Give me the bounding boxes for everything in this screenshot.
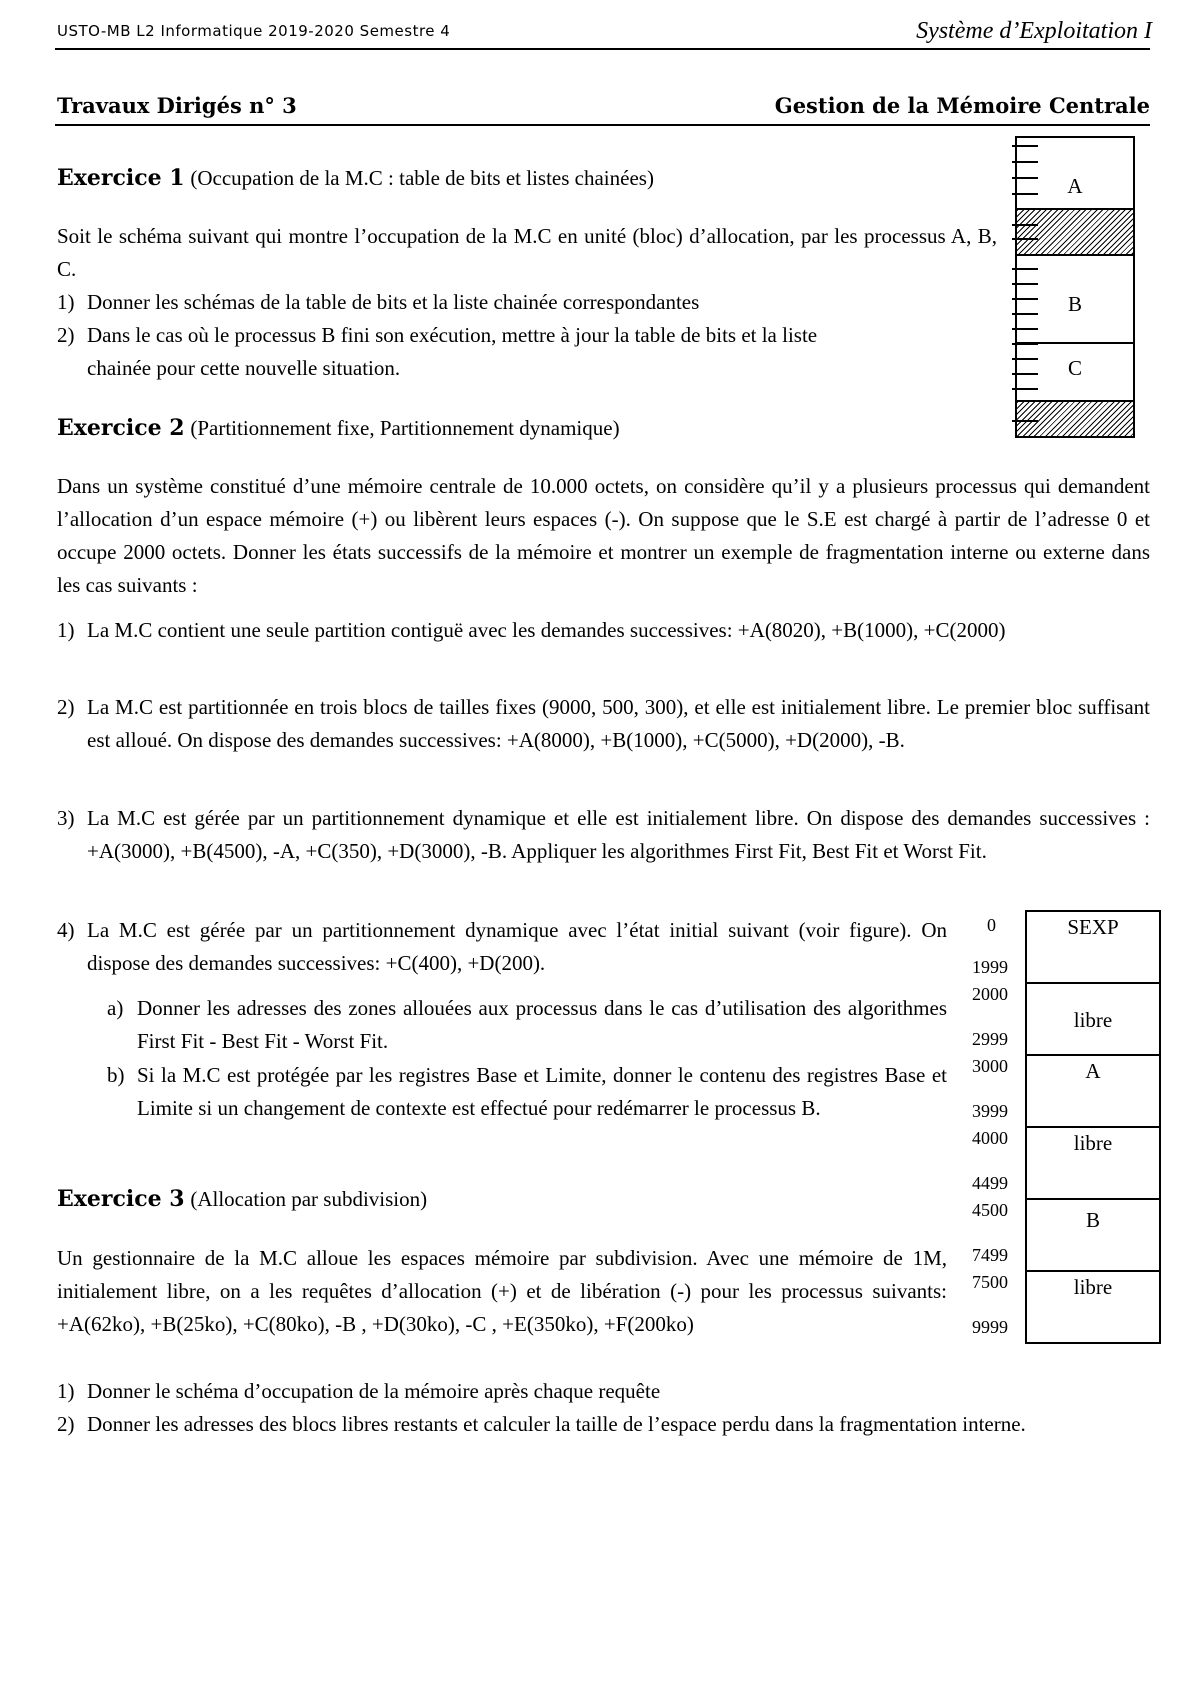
address-label: 0 (987, 915, 996, 935)
unit-tick (1012, 388, 1038, 390)
address-label: 3999 (972, 1101, 1008, 1121)
hatched-free-zone (1017, 402, 1133, 436)
ex1-q2-text: Dans le cas où le processus B fini son exécution, mettre à jour la table de bits et la liste chainée pour cette nouvelle situation. (87, 323, 818, 380)
process-b-label: B (1067, 292, 1082, 316)
ex3-subtitle: (Allocation par subdivision) (190, 1187, 428, 1211)
ex3-q2-label: 2) (57, 1412, 75, 1436)
ex2-question-4a (107, 992, 947, 1058)
address-label: 2999 (972, 1029, 1008, 1049)
ex1-q1-text: Donner les schémas de la table de bits et la liste chainée correspondantes (87, 290, 700, 314)
course-header: USTO-MB L2 Informatique 2019-2020 Semestre 4 (57, 22, 451, 40)
unit-tick (1012, 298, 1038, 300)
unit-tick (1012, 358, 1038, 360)
zone-label: SEXP (1067, 915, 1119, 939)
ex2-q4a-text: Donner les adresses des zones allouées aux processus dans le cas d’utilisation des algorithmes First Fit - Best Fit - Worst Fit. (137, 996, 947, 1053)
memory-block-figure (1015, 136, 1135, 438)
ex2-q1-text: La M.C contient une seule partition contiguë avec les demandes successives: +A(8020), +B(1000), +C(2000) (87, 618, 1006, 642)
td-subject: Gestion de la Mémoire Centrale (774, 93, 1150, 118)
memory-zone (1027, 1056, 1159, 1128)
unit-tick (1012, 224, 1038, 226)
unit-tick (1012, 161, 1038, 163)
zone-label: libre (1073, 1131, 1113, 1155)
ex3-question-1 (57, 1375, 1150, 1408)
zone-label: libre (1073, 1275, 1113, 1299)
ex2-q3-label: 3) (57, 806, 75, 830)
zone-label: B (1085, 1208, 1100, 1232)
address-label: 4000 (972, 1128, 1008, 1148)
unit-tick (1012, 328, 1038, 330)
ex2-subtitle: (Partitionnement fixe, Partitionnement dynamique) (190, 416, 620, 440)
ex2-heading (57, 413, 620, 443)
ex1-q2-label: 2) (57, 323, 75, 347)
memory-zone (1027, 1200, 1159, 1272)
block-separator (1017, 254, 1133, 256)
ex2-q2-text: La M.C est partitionnée en trois blocs de tailles fixes (9000, 500, 300), et elle est initialement libre. Le premier bloc suffisant est alloué. On dispose des demandes successives: +A(8000), +B(1000), +C(5000), +D(2000), -B. (87, 695, 1150, 752)
td-title: Travaux Dirigés n° 3 (57, 93, 297, 118)
ex2-q2-label: 2) (57, 695, 75, 719)
memory-zone (1027, 984, 1159, 1056)
ex3-title: Exercice 3 (57, 1186, 185, 1212)
unit-tick (1012, 193, 1038, 195)
ex3-intro: Un gestionnaire de la M.C alloue les espaces mémoire par subdivision. Avec une mémoire de 1M, initialement libre, on a les requêtes d’allocation (+) et de libération (-) pour les processus suivants: +A(62ko), +B(25ko), +C(80ko), -B , +D(30ko), -C , +E(350ko), +F(200ko) (57, 1246, 947, 1336)
address-label: 3000 (972, 1056, 1008, 1076)
unit-tick (1012, 145, 1038, 147)
ex1-q1-label: 1) (57, 290, 75, 314)
ex1-question-2 (57, 319, 867, 385)
address-label: 2000 (972, 984, 1008, 1004)
address-label: 7500 (972, 1272, 1008, 1292)
memory-zone (1027, 912, 1159, 984)
ex1-subtitle: (Occupation de la M.C : table de bits et listes chainées) (190, 166, 654, 190)
unit-tick (1012, 268, 1038, 270)
ex2-question-1 (57, 614, 1150, 647)
ex2-q4-text: La M.C est gérée par un partitionnement dynamique avec l’état initial suivant (voir figure). On dispose des demandes successives: +C(400), +D(200). (87, 918, 947, 975)
ex2-question-4 (57, 914, 947, 980)
ex2-title: Exercice 2 (57, 415, 185, 441)
ex3-question-2 (57, 1408, 1150, 1441)
ex2-intro: Dans un système constitué d’une mémoire centrale de 10.000 octets, on considère qu’il y a plusieurs processus qui demandent l’allocation d’un espace mémoire (+) ou libèrent leurs espaces (-). On suppose que le S.E est chargé à partir de l’adresse 0 et occupe 2000 octets. Donner les états successifs de la mémoire et montrer un exemple de fragmentation interne ou externe dans les cas suivants : (57, 474, 1150, 597)
ex1-question-1 (57, 286, 947, 319)
ex1-title: Exercice 1 (57, 165, 185, 191)
zone-label: libre (1073, 1008, 1113, 1032)
memory-zone (1027, 1272, 1159, 1342)
unit-tick (1012, 238, 1038, 240)
address-label: 4500 (972, 1200, 1008, 1220)
ex2-q4a-label: a) (107, 996, 124, 1020)
ex2-question-3 (57, 802, 1150, 868)
ex2-q4b-label: b) (107, 1063, 125, 1087)
memory-zone (1027, 1128, 1159, 1200)
ex3-heading (57, 1184, 427, 1214)
unit-tick (1012, 283, 1038, 285)
unit-tick (1012, 343, 1038, 345)
ex2-q3-text: La M.C est gérée par un partitionnement dynamique et elle est initialement libre. On dispose des demandes successives : +A(3000), +B(4500), -A, +C(350), +D(3000), -B. Appliquer les algorithmes First Fit, Best Fit et Worst Fit. (87, 806, 1150, 863)
ex2-q1-label: 1) (57, 618, 75, 642)
address-label: 7499 (972, 1245, 1008, 1265)
process-c-label: C (1067, 356, 1082, 380)
ex2-question-4b (107, 1059, 947, 1125)
ex2-q4b-text: Si la M.C est protégée par les registres Base et Limite, donner le contenu des registres Base et Limite si un changement de contexte est effectué pour redémarrer le processus B. (137, 1063, 947, 1120)
unit-tick (1012, 373, 1038, 375)
ex2-q4-label: 4) (57, 918, 75, 942)
memory-state-table (1025, 910, 1161, 1344)
ex1-intro: Soit le schéma suivant qui montre l’occupation de la M.C en unité (bloc) d’allocation, par les processus A, B, C. (57, 224, 997, 281)
process-a-label: A (1067, 174, 1083, 198)
unit-tick (1012, 420, 1038, 422)
ex2-question-2 (57, 691, 1150, 757)
address-label: 1999 (972, 957, 1008, 977)
address-label: 4499 (972, 1173, 1008, 1193)
ex3-q1-label: 1) (57, 1379, 75, 1403)
ex3-q1-text: Donner le schéma d’occupation de la mémoire après chaque requête (87, 1379, 661, 1403)
unit-tick (1012, 313, 1038, 315)
module-title: Système d’Exploitation I (916, 18, 1152, 44)
zone-label: A (1085, 1059, 1101, 1083)
address-label: 9999 (972, 1317, 1008, 1337)
ex1-heading (57, 163, 654, 193)
title-rule (55, 124, 1150, 126)
header-rule (55, 48, 1150, 50)
hatched-free-zone (1017, 210, 1133, 254)
unit-tick (1012, 177, 1038, 179)
ex3-q2-text: Donner les adresses des blocs libres restants et calculer la taille de l’espace perdu dans la fragmentation interne. (87, 1412, 1026, 1436)
